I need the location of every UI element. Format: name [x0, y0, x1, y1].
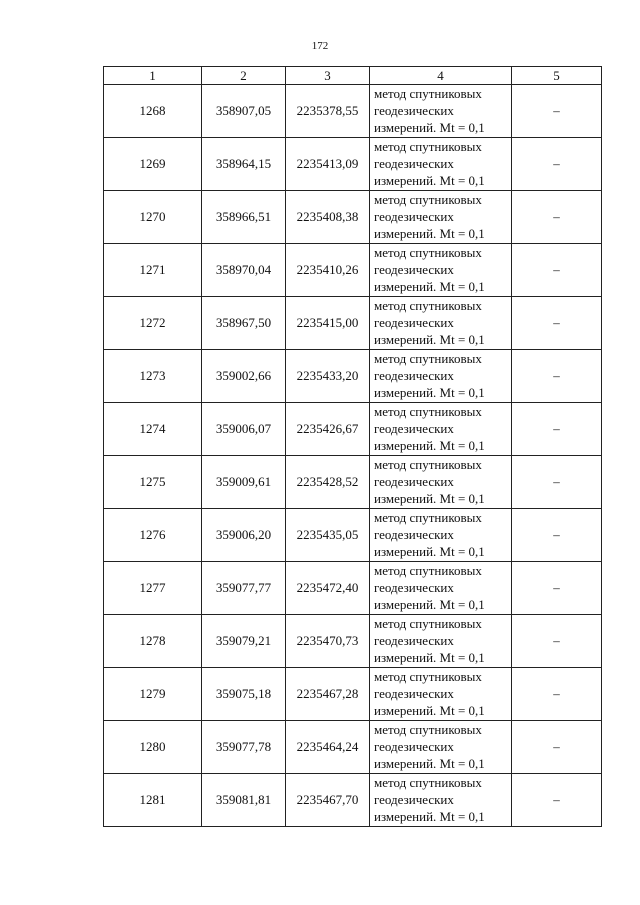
- point-number-cell: 1279: [104, 668, 202, 721]
- point-number-cell: 1280: [104, 721, 202, 774]
- note-cell: –: [512, 350, 602, 403]
- y-coordinate-cell: 2235378,55: [286, 85, 370, 138]
- method-line: измерений. Mt = 0,1: [374, 226, 485, 241]
- method-cell: [370, 403, 512, 456]
- note-cell: –: [512, 562, 602, 615]
- column-header-3: 3: [286, 67, 370, 85]
- note-cell: –: [512, 615, 602, 668]
- table-row: [104, 85, 602, 138]
- method-line: измерений. Mt = 0,1: [374, 703, 485, 718]
- method-cell: [370, 615, 512, 668]
- method-line: измерений. Mt = 0,1: [374, 332, 485, 347]
- method-line: измерений. Mt = 0,1: [374, 385, 485, 400]
- method-cell: [370, 85, 512, 138]
- method-line: метод спутниковых: [374, 616, 482, 631]
- method-cell: [370, 721, 512, 774]
- method-line: метод спутниковых: [374, 298, 482, 313]
- method-line: геодезических: [374, 739, 454, 754]
- table-row: [104, 297, 602, 350]
- method-line: метод спутниковых: [374, 245, 482, 260]
- y-coordinate-cell: 2235435,05: [286, 509, 370, 562]
- table-row: [104, 668, 602, 721]
- note-cell: –: [512, 138, 602, 191]
- method-line: измерений. Mt = 0,1: [374, 650, 485, 665]
- x-coordinate-cell: 359006,20: [202, 509, 286, 562]
- y-coordinate-cell: 2235467,28: [286, 668, 370, 721]
- method-line: метод спутниковых: [374, 192, 482, 207]
- coordinates-table: [103, 66, 602, 827]
- y-coordinate-cell: 2235472,40: [286, 562, 370, 615]
- method-cell: [370, 509, 512, 562]
- method-line: геодезических: [374, 580, 454, 595]
- note-cell: –: [512, 456, 602, 509]
- x-coordinate-cell: 359077,77: [202, 562, 286, 615]
- method-cell: [370, 774, 512, 827]
- y-coordinate-cell: 2235410,26: [286, 244, 370, 297]
- y-coordinate-cell: 2235413,09: [286, 138, 370, 191]
- note-cell: –: [512, 85, 602, 138]
- x-coordinate-cell: 358970,04: [202, 244, 286, 297]
- method-line: измерений. Mt = 0,1: [374, 438, 485, 453]
- note-cell: –: [512, 244, 602, 297]
- table-row: [104, 138, 602, 191]
- point-number-cell: 1278: [104, 615, 202, 668]
- x-coordinate-cell: 359002,66: [202, 350, 286, 403]
- column-header-1: 1: [104, 67, 202, 85]
- method-cell: [370, 244, 512, 297]
- method-cell: [370, 668, 512, 721]
- point-number-cell: 1268: [104, 85, 202, 138]
- method-line: измерений. Mt = 0,1: [374, 279, 485, 294]
- method-line: метод спутниковых: [374, 563, 482, 578]
- method-cell: [370, 191, 512, 244]
- table-row: [104, 350, 602, 403]
- y-coordinate-cell: 2235464,24: [286, 721, 370, 774]
- method-line: измерений. Mt = 0,1: [374, 120, 485, 135]
- x-coordinate-cell: 359006,07: [202, 403, 286, 456]
- note-cell: –: [512, 191, 602, 244]
- y-coordinate-cell: 2235426,67: [286, 403, 370, 456]
- method-cell: [370, 297, 512, 350]
- note-cell: –: [512, 403, 602, 456]
- x-coordinate-cell: 359075,18: [202, 668, 286, 721]
- method-line: измерений. Mt = 0,1: [374, 597, 485, 612]
- method-cell: [370, 350, 512, 403]
- note-cell: –: [512, 509, 602, 562]
- method-line: метод спутниковых: [374, 404, 482, 419]
- x-coordinate-cell: 359079,21: [202, 615, 286, 668]
- point-number-cell: 1274: [104, 403, 202, 456]
- method-line: метод спутниковых: [374, 351, 482, 366]
- note-cell: –: [512, 774, 602, 827]
- table-row: [104, 562, 602, 615]
- table-row: [104, 244, 602, 297]
- point-number-cell: 1275: [104, 456, 202, 509]
- method-line: геодезических: [374, 633, 454, 648]
- y-coordinate-cell: 2235415,00: [286, 297, 370, 350]
- method-cell: [370, 562, 512, 615]
- note-cell: –: [512, 721, 602, 774]
- method-cell: [370, 138, 512, 191]
- method-line: геодезических: [374, 421, 454, 436]
- method-line: метод спутниковых: [374, 457, 482, 472]
- point-number-cell: 1272: [104, 297, 202, 350]
- point-number-cell: 1273: [104, 350, 202, 403]
- method-line: измерений. Mt = 0,1: [374, 491, 485, 506]
- method-line: метод спутниковых: [374, 669, 482, 684]
- point-number-cell: 1270: [104, 191, 202, 244]
- method-line: геодезических: [374, 156, 454, 171]
- y-coordinate-cell: 2235433,20: [286, 350, 370, 403]
- x-coordinate-cell: 358964,15: [202, 138, 286, 191]
- y-coordinate-cell: 2235467,70: [286, 774, 370, 827]
- method-line: метод спутниковых: [374, 722, 482, 737]
- y-coordinate-cell: 2235428,52: [286, 456, 370, 509]
- note-cell: –: [512, 668, 602, 721]
- method-line: геодезических: [374, 209, 454, 224]
- method-line: геодезических: [374, 474, 454, 489]
- x-coordinate-cell: 358907,05: [202, 85, 286, 138]
- y-coordinate-cell: 2235408,38: [286, 191, 370, 244]
- x-coordinate-cell: 359081,81: [202, 774, 286, 827]
- method-line: геодезических: [374, 686, 454, 701]
- method-line: геодезических: [374, 368, 454, 383]
- method-line: метод спутниковых: [374, 139, 482, 154]
- method-cell: [370, 456, 512, 509]
- method-line: измерений. Mt = 0,1: [374, 809, 485, 824]
- x-coordinate-cell: 358966,51: [202, 191, 286, 244]
- method-line: метод спутниковых: [374, 775, 482, 790]
- method-line: метод спутниковых: [374, 86, 482, 101]
- x-coordinate-cell: 358967,50: [202, 297, 286, 350]
- method-line: геодезических: [374, 792, 454, 807]
- column-header-4: 4: [370, 67, 512, 85]
- method-line: геодезических: [374, 103, 454, 118]
- method-line: геодезических: [374, 527, 454, 542]
- table-row: [104, 774, 602, 827]
- y-coordinate-cell: 2235470,73: [286, 615, 370, 668]
- table-row: [104, 191, 602, 244]
- method-line: измерений. Mt = 0,1: [374, 173, 485, 188]
- method-line: геодезических: [374, 262, 454, 277]
- table-row: [104, 456, 602, 509]
- x-coordinate-cell: 359009,61: [202, 456, 286, 509]
- table-row: [104, 721, 602, 774]
- point-number-cell: 1269: [104, 138, 202, 191]
- page-number: 172: [311, 40, 329, 52]
- point-number-cell: 1276: [104, 509, 202, 562]
- x-coordinate-cell: 359077,78: [202, 721, 286, 774]
- column-header-5: 5: [512, 67, 602, 85]
- table-row: [104, 509, 602, 562]
- method-line: измерений. Mt = 0,1: [374, 544, 485, 559]
- table-row: [104, 615, 602, 668]
- method-line: метод спутниковых: [374, 510, 482, 525]
- column-header-2: 2: [202, 67, 286, 85]
- point-number-cell: 1271: [104, 244, 202, 297]
- method-line: измерений. Mt = 0,1: [374, 756, 485, 771]
- point-number-cell: 1281: [104, 774, 202, 827]
- method-line: геодезических: [374, 315, 454, 330]
- table-row: [104, 403, 602, 456]
- point-number-cell: 1277: [104, 562, 202, 615]
- note-cell: –: [512, 297, 602, 350]
- header-row: [104, 67, 602, 85]
